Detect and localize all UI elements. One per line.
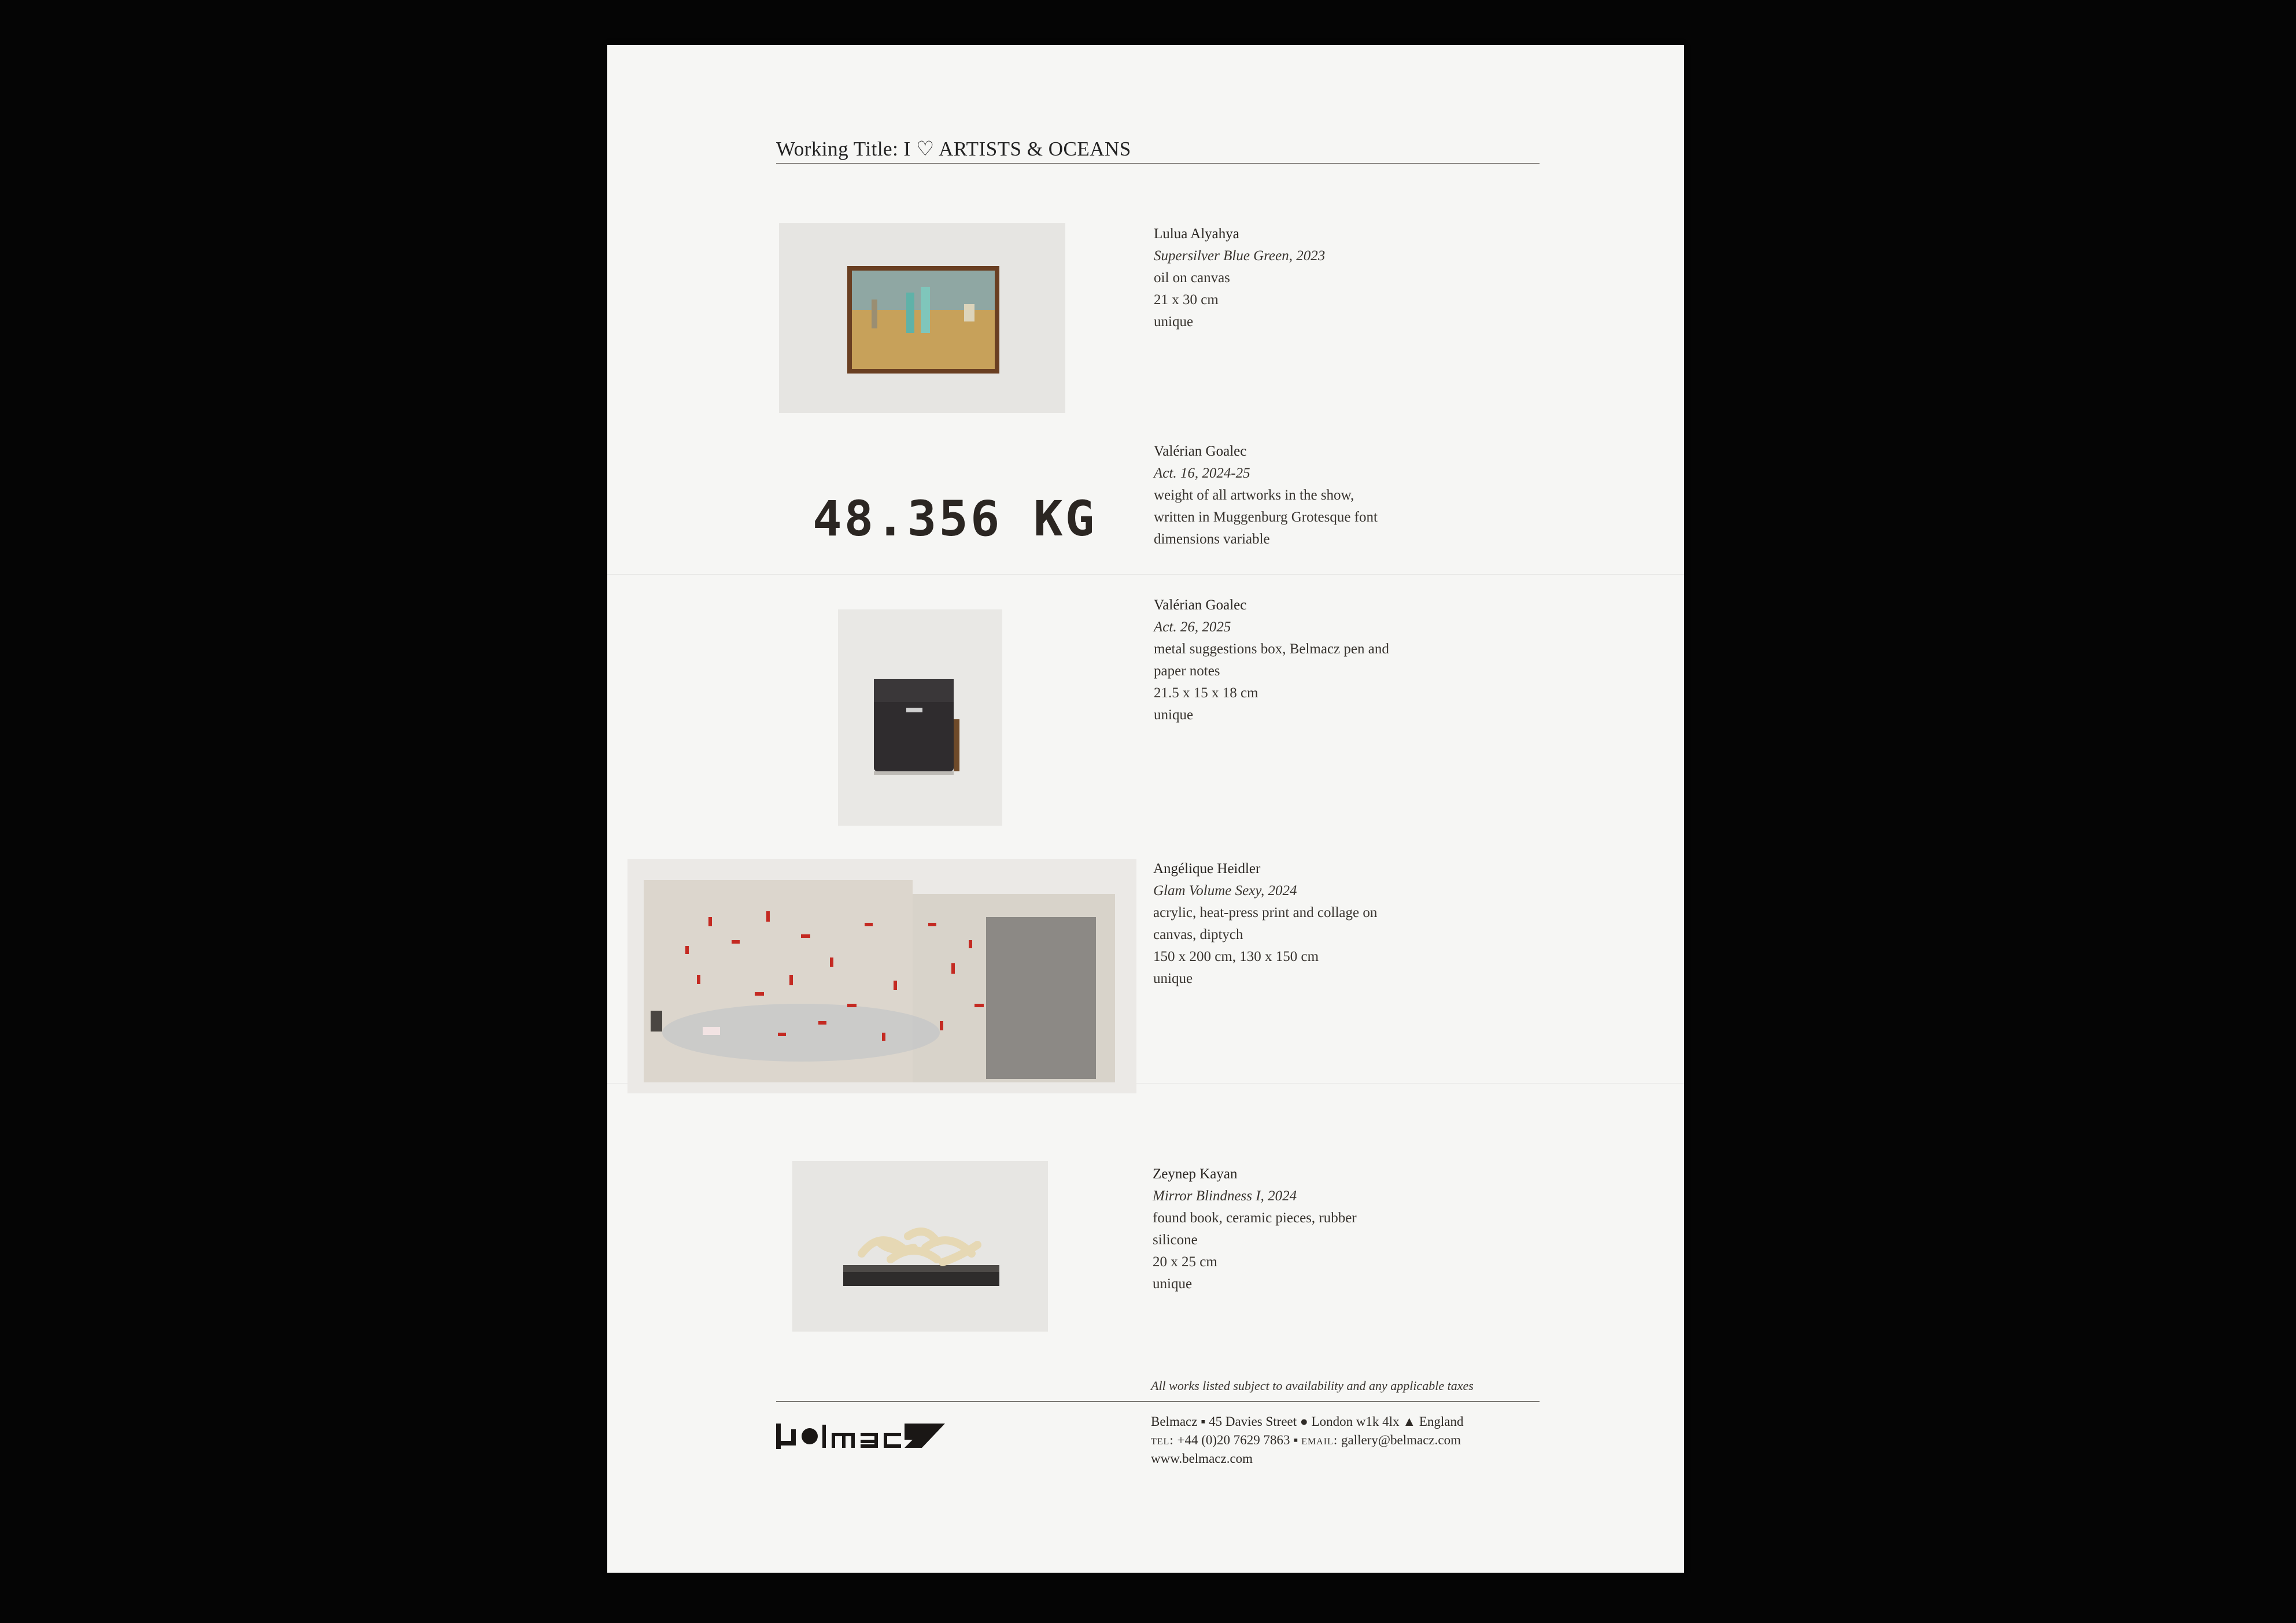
artist-name: Valérian Goalec <box>1154 597 1247 613</box>
artwork-photo-glam-volume <box>627 859 1136 1093</box>
artist-name: Valérian Goalec <box>1154 443 1247 459</box>
artwork-detail: dimensions variable <box>1154 531 1270 547</box>
caption-work-1 <box>1154 223 1325 333</box>
artwork-detail: metal suggestions box, Belmacz pen and <box>1154 641 1389 657</box>
artwork-title: Act. 16, 2024-25 <box>1154 465 1250 481</box>
artwork-detail: silicone <box>1153 1232 1198 1248</box>
artwork-detail: acrylic, heat-press print and collage on <box>1153 905 1378 920</box>
artwork-detail: 21.5 x 15 x 18 cm <box>1154 685 1258 701</box>
artwork-title: Supersilver Blue Green, 2023 <box>1154 248 1326 264</box>
artwork-detail: 21 x 30 cm <box>1154 292 1219 308</box>
artwork-detail: paper notes <box>1154 663 1220 679</box>
diptych-image <box>627 859 1136 1093</box>
footer-divider <box>776 1401 1540 1402</box>
artwork-detail: unique <box>1153 971 1193 986</box>
email-link[interactable]: gallery@belmacz.com <box>1341 1433 1461 1447</box>
availability-disclaimer: All works listed subject to availability and any applicable taxes <box>1151 1378 1474 1393</box>
artwork-detail: written in Muggenburg Grotesque font <box>1154 509 1378 525</box>
header <box>776 138 1540 164</box>
artwork-detail: unique <box>1153 1276 1193 1292</box>
artwork-title: Glam Volume Sexy, 2024 <box>1153 883 1297 899</box>
address-line: Belmacz ▪ 45 Davies Street ● London w1k 4lx ▲ England <box>1151 1414 1464 1429</box>
artwork-detail: unique <box>1154 314 1194 330</box>
artwork-detail: oil on canvas <box>1154 270 1230 286</box>
phone-number: +44 (0)20 7629 7863 <box>1177 1433 1290 1447</box>
caption-work-4 <box>1153 858 1377 990</box>
artwork-detail: weight of all artworks in the show, <box>1154 487 1354 503</box>
caption-work-3 <box>1154 594 1389 726</box>
artwork-detail: 20 x 25 cm <box>1153 1254 1217 1270</box>
artwork-detail: unique <box>1154 707 1194 723</box>
painting-image <box>779 223 1065 413</box>
box-image <box>838 609 1002 826</box>
artist-name: Angélique Heidler <box>1153 861 1261 877</box>
artwork-photo-supersilver <box>779 223 1065 413</box>
belmacz-logo <box>774 1415 947 1456</box>
artwork-detail: canvas, diptych <box>1153 927 1243 942</box>
artwork-photo-mirror-blindness <box>792 1161 1048 1332</box>
tel-label: tel: <box>1151 1433 1174 1447</box>
book-sculpture-image <box>792 1161 1048 1332</box>
caption-work-5 <box>1153 1163 1357 1295</box>
artwork-title: Mirror Blindness I, 2024 <box>1153 1188 1297 1204</box>
artwork-detail: found book, ceramic pieces, rubber <box>1153 1210 1357 1226</box>
website-link[interactable]: www.belmacz.com <box>1151 1451 1253 1466</box>
artist-name: Zeynep Kayan <box>1153 1166 1238 1182</box>
artwork-detail: 150 x 200 cm, 130 x 150 cm <box>1153 949 1319 964</box>
weight-text-artwork: 48.356 KG <box>813 490 1097 547</box>
contact-line: tel: +44 (0)20 7629 7863 ▪ email: gallery@belmacz.com <box>1151 1433 1461 1447</box>
email-label: email: <box>1301 1433 1338 1447</box>
fold-line <box>607 574 1684 575</box>
page-title: Working Title: I ♡ ARTISTS & OCEANS <box>776 138 1131 160</box>
caption-work-2 <box>1154 441 1378 550</box>
price-list-sheet <box>607 45 1684 1573</box>
gallery-contact <box>1151 1413 1463 1468</box>
artist-name: Lulua Alyahya <box>1154 226 1239 242</box>
artwork-title: Act. 26, 2025 <box>1154 619 1231 635</box>
artwork-photo-suggestions-box <box>838 609 1002 826</box>
